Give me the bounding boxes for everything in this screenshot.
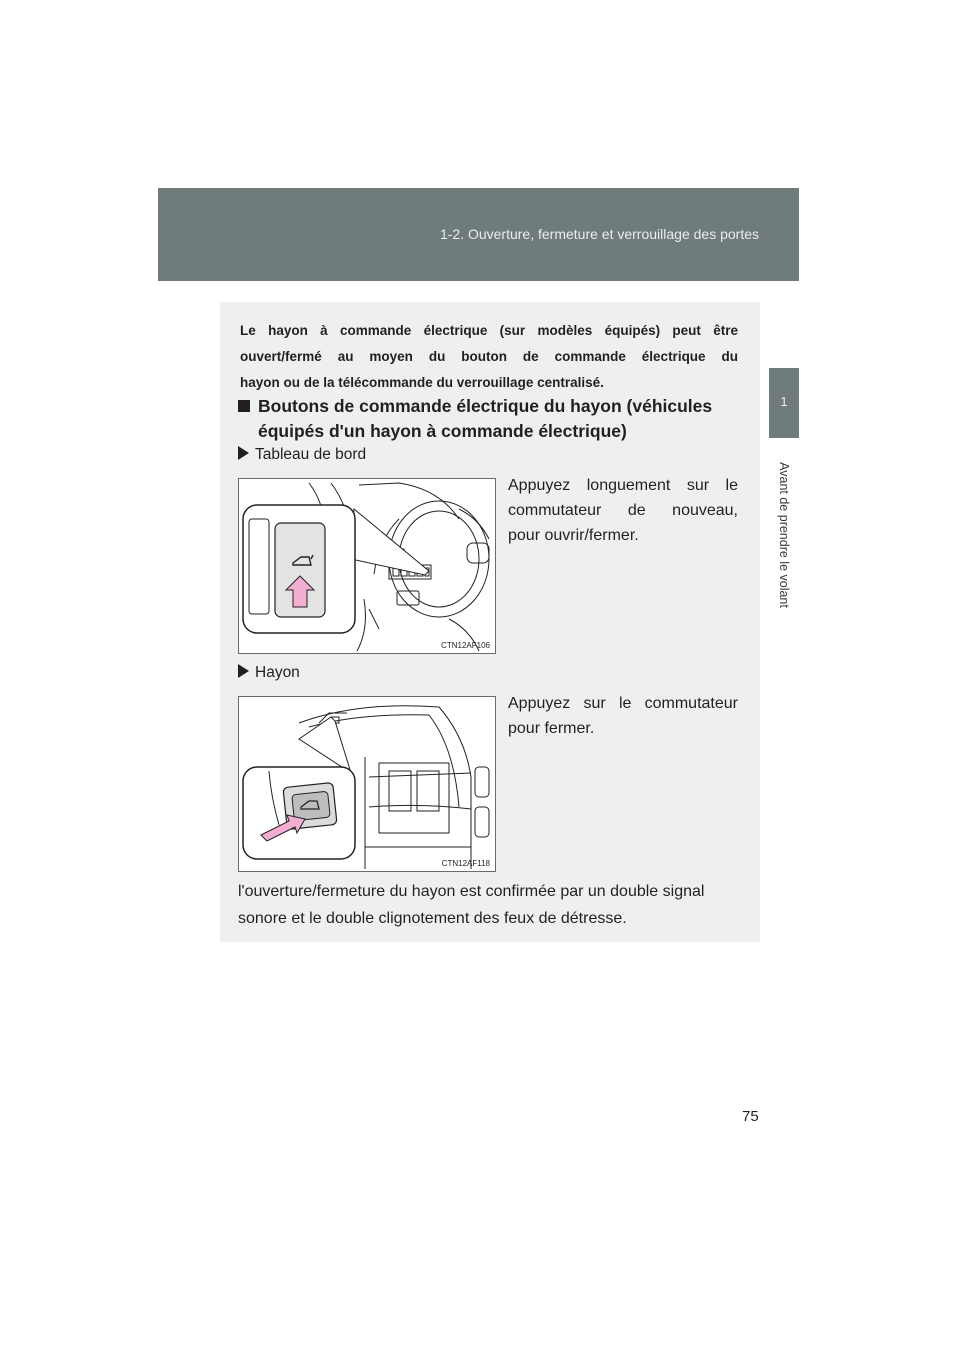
section-title-line: Boutons de commande électrique du hayon (véhicules — [258, 396, 713, 416]
footer-line: l'ouverture/fermeture du hayon est confirmée par un double signal — [238, 883, 705, 900]
dashboard-illustration — [239, 479, 495, 653]
item-label-text: Hayon — [255, 664, 300, 681]
figure-dashboard-switch — [238, 478, 496, 654]
intro-line: ouvert/fermé au moyen du bouton de commande électrique du — [240, 349, 738, 364]
item-note — [508, 691, 738, 741]
square-bullet-icon — [238, 400, 250, 412]
item-label-dashboard — [238, 446, 366, 464]
item-label-text: Tableau de bord — [255, 446, 367, 463]
tailgate-illustration — [239, 697, 495, 871]
section-title-line: équipés d'un hayon à commande électrique) — [258, 421, 627, 441]
intro-paragraph — [240, 318, 738, 396]
item-label-tailgate — [238, 664, 300, 682]
header-title: 1-2. Ouverture, fermeture et verrouillage des portes — [439, 226, 759, 242]
chapter-side-label — [771, 450, 797, 620]
triangle-bullet-icon — [238, 446, 249, 460]
triangle-bullet-icon — [238, 664, 249, 678]
figure-tailgate-switch — [238, 696, 496, 872]
figure-code: CTN12AF118 — [441, 859, 490, 868]
intro-line: Le hayon à commande électrique (sur modèles équipés) peut être — [240, 323, 738, 338]
note-line: pour fermer. — [508, 720, 595, 737]
note-line: Appuyez longuement sur le — [508, 477, 738, 494]
chapter-side-tab — [769, 368, 799, 438]
note-line: commutateur de nouveau, — [508, 502, 738, 519]
page-number: 75 — [742, 1108, 759, 1125]
chapter-header-bar — [158, 188, 799, 281]
section-heading — [238, 394, 738, 444]
figure-code: CTN12AF106 — [441, 641, 490, 650]
chapter-number: 1 — [780, 394, 788, 409]
note-line: pour ouvrir/fermer. — [508, 527, 639, 544]
chapter-title: Avant de prendre le volant — [777, 462, 791, 608]
intro-line: hayon ou de la télécommande du verrouillage centralisé. — [240, 375, 604, 390]
item-note — [508, 473, 738, 548]
content-box — [220, 302, 760, 942]
footer-paragraph — [238, 878, 738, 932]
footer-line: sonore et le double clignotement des feux de détresse. — [238, 910, 627, 927]
note-line: Appuyez sur le commutateur — [508, 695, 738, 712]
